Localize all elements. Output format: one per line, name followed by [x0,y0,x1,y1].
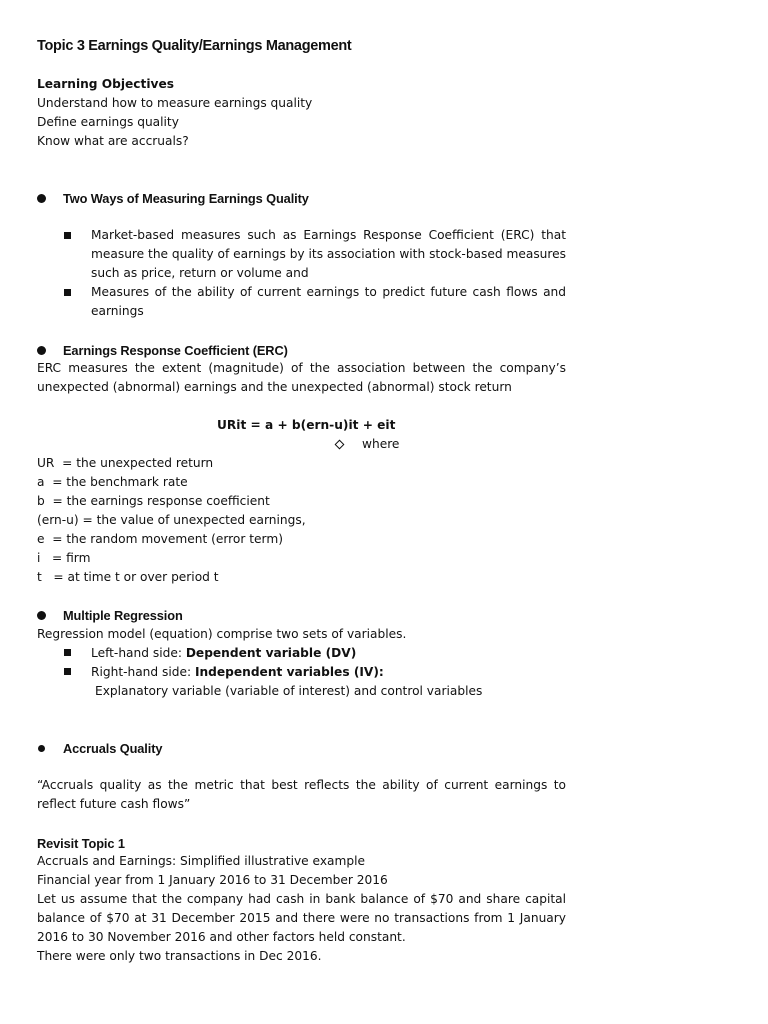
revisit-line: Financial year from 1 January 2016 to 31 December 2016 [37,873,388,887]
bullet-icon [37,194,46,203]
iv-line [91,663,384,682]
objective-item: Define earnings quality [37,115,179,129]
definition-item: a = the benchmark rate [37,475,188,489]
accruals-quote: “Accruals quality as the metric that best reflects the ability of current earnings to reflect future cash flows” [37,778,566,811]
square-bullet-icon [64,649,71,656]
objective-item: Understand how to measure earnings quality [37,96,313,110]
dv-prefix: Left-hand side: [91,646,186,660]
measuring-heading: Two Ways of Measuring Earnings Quality [63,191,309,206]
measuring-item: Measures of the ability of current earnings to predict future cash flows and earnings [91,285,566,318]
measuring-item: Market-based measures such as Earnings Response Coefficient (ERC) that measure the quality of earnings by its association with stock-based measures such as price, return or volume and [91,228,566,280]
accruals-heading: Accruals Quality [63,741,163,756]
bullet-icon [37,346,46,355]
bullet-icon [38,745,45,752]
revisit-line: There were only two transactions in Dec 2016. [37,949,322,963]
erc-heading: Earnings Response Coefficient (ERC) [63,343,288,358]
iv-label: Independent variables (IV): [194,665,384,679]
diamond-bullet-icon [335,440,345,450]
definition-item: i = firm [37,551,91,565]
regression-heading: Multiple Regression [63,608,183,623]
definition-item: b = the earnings response coefficient [37,494,270,508]
dv-label: Dependent variable (DV) [185,646,357,660]
bullet-icon [37,611,46,620]
erc-description: ERC measures the extent (magnitude) of the association between the company’s unexpected (abnormal) earnings and the unexpected (abnormal) stock return [37,361,566,394]
square-bullet-icon [64,289,71,296]
where-label: where [362,437,400,451]
objectives-heading: Learning Objectives [37,77,174,91]
explanatory-note: Explanatory variable (variable of interest) and control variables [95,684,483,698]
iv-prefix: Right-hand side: [91,665,195,679]
square-bullet-icon [64,668,71,675]
objective-item: Know what are accruals? [37,134,189,148]
definition-item: (ern-u) = the value of unexpected earnings, [37,513,306,527]
dv-line [91,644,356,663]
document-title: Topic 3 Earnings Quality/Earnings Management [37,38,352,54]
square-bullet-icon [64,232,71,239]
definition-item: t = at time t or over period t [37,570,219,584]
revisit-line: Accruals and Earnings: Simplified illustrative example [37,854,365,868]
erc-equation: URit = a + b(ern-u)it + eit [217,418,396,432]
definition-item: e = the random movement (error term) [37,532,283,546]
revisit-paragraph: Let us assume that the company had cash in bank balance of $70 and share capital balance of $70 at 31 December 2015 and there were no transactions from 1 January 2016 to 30 November 2016 and other factors held constant. [37,892,566,944]
definition-item: UR = the unexpected return [37,456,214,470]
revisit-heading: Revisit Topic 1 [37,836,125,851]
regression-description: Regression model (equation) comprise two sets of variables. [37,627,407,641]
